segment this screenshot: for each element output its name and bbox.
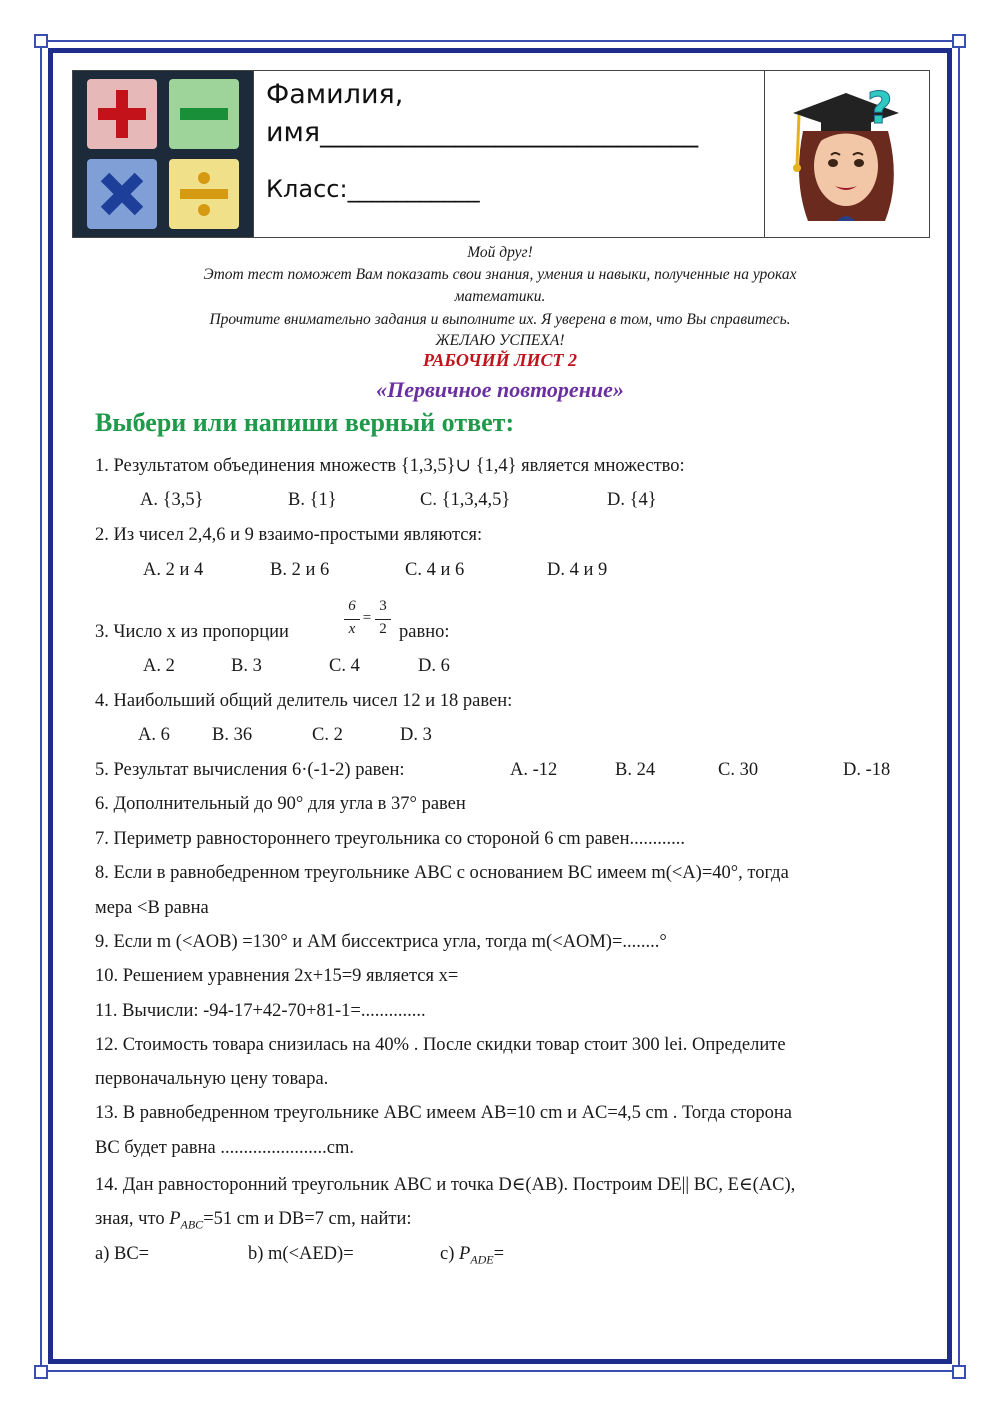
divide-icon: [169, 159, 239, 229]
q4-option-c: C. 2: [312, 725, 343, 745]
intro-wish: ЖЕЛАЮ УСПЕХА!: [435, 332, 565, 349]
question-13-cont: BC будет равна .......................cm.: [95, 1138, 354, 1158]
q2-option-a: A. 2 и 4: [143, 560, 204, 580]
question-7: 7. Периметр равностороннего треугольника со стороной 6 cm равен............: [95, 829, 686, 849]
q5-option-a: A. -12: [510, 760, 558, 780]
perimeter-symbol: P: [169, 1209, 181, 1229]
question-4: 4. Наибольший общий делитель чисел 12 и 18 равен:: [95, 691, 513, 711]
q4-option-d: D. 3: [400, 725, 432, 745]
worksheet-subtitle: «Первичное повторение»: [376, 377, 624, 402]
q14-c-label: c): [440, 1244, 459, 1264]
q14-c-eq: =: [493, 1244, 505, 1264]
question-9: 9. Если m (<AOB) =130° и AM биссектриса угла, тогда m(<AOM)=........°: [95, 932, 667, 952]
intro-text: математики.: [454, 288, 546, 305]
question-3: 3. Число x из пропорции: [95, 622, 289, 642]
question-8: 8. Если в равнобедренном треугольнике ABC с основанием BC имеем m(<A)=40°, тогда: [95, 863, 789, 883]
intro-text: Прочтите внимательно задания и выполните их. Я уверена в том, что Вы справитесь.: [209, 311, 791, 328]
question-11: 11. Вычисли: -94-17+42-70+81-1=..............: [95, 1001, 426, 1021]
q3-option-b: B. 3: [231, 656, 262, 676]
q2-option-d: D. 4 и 9: [547, 560, 608, 580]
name-line: имя____________________________: [266, 117, 699, 148]
class-label: Класс:___________: [266, 175, 480, 203]
equals-sign: =: [362, 610, 372, 626]
teacher-avatar: [763, 71, 929, 237]
fraction-bar: [375, 619, 391, 620]
surname-label: Фамилия,: [266, 79, 404, 110]
q14-part-b: b) m(<AED)=: [248, 1244, 354, 1264]
svg-text:?: ?: [867, 83, 893, 134]
question-14: 14. Дан равносторонний треугольник ABC и точка D∈(AB). Построим DE|| BC, E∈(AC),: [95, 1175, 796, 1195]
q3-option-d: D. 6: [418, 656, 450, 676]
q3-option-c: C. 4: [329, 656, 360, 676]
q14-part-c: [440, 1244, 504, 1268]
corner-ornament: [34, 34, 48, 48]
question-1: 1. Результатом объединения множеств {1,3,5}∪ {1,4} является множество:: [95, 456, 685, 476]
fraction-numerator: 6: [348, 598, 356, 614]
q14-text: зная, что: [95, 1209, 170, 1229]
question-5: 5. Результат вычисления 6·(-1-2) равен:: [95, 760, 405, 780]
fraction-denominator: 2: [379, 621, 387, 637]
question-12: 12. Стоимость товара снизилась на 40% . После скидки товар стоит 300 lei. Определите: [95, 1035, 786, 1055]
header-table: [72, 70, 930, 238]
q14-text: =51 cm и DB=7 cm, найти:: [203, 1209, 412, 1229]
q3-option-a: A. 2: [143, 656, 175, 676]
intro-text: Этот тест поможет Вам показать свои знания, умения и навыки, полученные на уроках: [203, 266, 797, 283]
intro-greeting: Мой друг!: [467, 244, 533, 261]
corner-ornament: [952, 1365, 966, 1379]
perimeter-subscript: ADE: [470, 1252, 494, 1267]
q2-option-b: B. 2 и 6: [270, 560, 330, 580]
q5-option-b: B. 24: [615, 760, 656, 780]
multiply-icon: [87, 159, 157, 229]
q1-option-d: D. {4}: [607, 490, 657, 510]
question-8-cont: мера <B равна: [95, 898, 209, 918]
question-14-cont: [95, 1209, 412, 1233]
question-6: 6. Дополнительный до 90° для угла в 37° равен: [95, 794, 466, 814]
q1-option-c: C. {1,3,4,5}: [420, 490, 511, 510]
name-class-field: [253, 71, 765, 237]
math-operations-image: [73, 71, 253, 237]
worksheet-title: РАБОЧИЙ ЛИСТ 2: [423, 350, 577, 370]
corner-ornament: [952, 34, 966, 48]
perimeter-symbol: P: [459, 1244, 471, 1264]
minus-icon: [169, 79, 239, 149]
q5-option-c: C. 30: [718, 760, 759, 780]
q2-option-c: C. 4 и 6: [405, 560, 465, 580]
question-10: 10. Решением уравнения 2x+15=9 является x=: [95, 966, 459, 986]
q4-option-a: A. 6: [138, 725, 170, 745]
question-13: 13. В равнобедренном треугольнике ABC имеем AB=10 cm и AC=4,5 cm . Тогда сторона: [95, 1103, 793, 1123]
question-12-cont: первоначальную цену товара.: [95, 1069, 329, 1089]
perimeter-subscript: ABC: [180, 1217, 204, 1232]
fraction-denominator: x: [348, 621, 356, 637]
q14-part-a: a) BC=: [95, 1244, 150, 1264]
question-2: 2. Из чисел 2,4,6 и 9 взаимо-простыми являются:: [95, 525, 483, 545]
q4-option-b: B. 36: [212, 725, 253, 745]
corner-ornament: [34, 1365, 48, 1379]
instruction-heading: Выбери или напиши верный ответ:: [95, 408, 515, 437]
q1-option-a: A. {3,5}: [140, 490, 204, 510]
q5-option-d: D. -18: [843, 760, 891, 780]
plus-icon: [87, 79, 157, 149]
fraction-bar: [344, 619, 360, 620]
question-3-suffix: равно:: [399, 622, 450, 642]
fraction-numerator: 3: [379, 598, 387, 614]
q1-option-b: B. {1}: [288, 490, 337, 510]
